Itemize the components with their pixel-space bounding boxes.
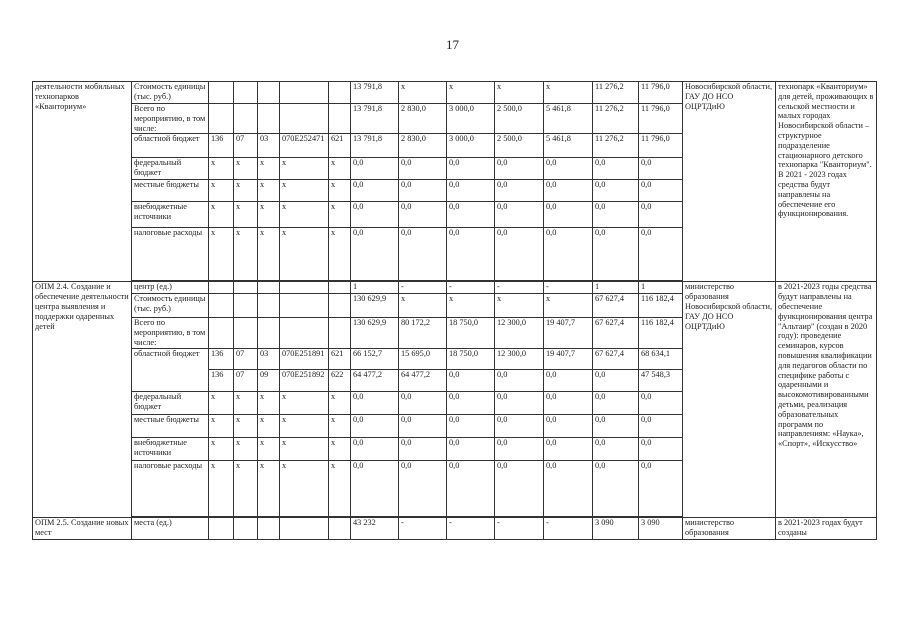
table-cell: 0,0 [544, 228, 593, 281]
table-cell: 11 276,2 [593, 134, 639, 158]
table-cell: х [280, 414, 329, 437]
table-cell: х [209, 228, 234, 281]
table-cell: 116 182,4 [639, 318, 683, 348]
table-cell: 0,0 [447, 228, 495, 281]
table-cell: 0,0 [544, 180, 593, 202]
table-cell [234, 282, 258, 294]
table-cell: 0,0 [399, 391, 447, 414]
table-cell [234, 82, 258, 104]
table-cell: - [399, 282, 447, 294]
table-cell: внебюджетные источники [132, 437, 209, 460]
table-cell [329, 82, 351, 104]
table-cell: х [447, 82, 495, 104]
table-cell: х [280, 202, 329, 228]
table-cell: 0,0 [639, 158, 683, 180]
table-cell: 07 [234, 348, 258, 369]
table-cell: 0,0 [544, 414, 593, 437]
table-cell: х [209, 460, 234, 516]
table-cell: х [258, 180, 280, 202]
table-cell: 0,0 [399, 228, 447, 281]
table-cell: технопарк «Кванториум» для детей, проживающих в сельской местности и малых городах Новосибирской области – структурное подразделение стационарного детского технопарка "Кванториум". В 2021 - 2023 годах средства будут направлены на обеспечение его функционирования. [776, 82, 877, 282]
table-cell [209, 104, 234, 134]
table-cell: Новосибирской области, ГАУ ДО НСО ОЦРТДиЮ [683, 82, 776, 282]
table-cell: 0,0 [351, 180, 399, 202]
table-cell: 3 090 [593, 517, 639, 539]
table-cell: 0,0 [351, 391, 399, 414]
table-cell: 0,0 [495, 414, 544, 437]
table-cell: 0,0 [495, 228, 544, 281]
table-cell: 0,0 [544, 369, 593, 391]
table-cell [234, 318, 258, 348]
table-cell: 622 [329, 369, 351, 391]
table-cell: 2 500,0 [495, 104, 544, 134]
table-cell [280, 517, 329, 539]
table-cell: 0,0 [593, 180, 639, 202]
table-cell [258, 82, 280, 104]
table-cell: х [209, 158, 234, 180]
table-cell: 3 000,0 [447, 134, 495, 158]
table-cell: 68 634,1 [639, 348, 683, 369]
table-cell: министерство образования [683, 517, 776, 539]
table-cell: 0,0 [399, 437, 447, 460]
table-cell: 0,0 [351, 437, 399, 460]
table-cell: 07 [234, 369, 258, 391]
table-cell: 0,0 [639, 460, 683, 516]
table-cell: 2 830,0 [399, 104, 447, 134]
table-cell: 0,0 [593, 437, 639, 460]
table-row [33, 82, 877, 104]
table-cell: 0,0 [495, 158, 544, 180]
table-cell: центр (ед.) [132, 282, 209, 294]
table-cell: 0,0 [399, 158, 447, 180]
table-cell: 0,0 [399, 414, 447, 437]
table-cell: 1 [639, 282, 683, 294]
table-cell: х [495, 294, 544, 318]
table-cell [258, 294, 280, 318]
table-cell: 18 750,0 [447, 318, 495, 348]
table-cell: 66 152,7 [351, 348, 399, 369]
table-cell [258, 517, 280, 539]
table-cell: 0,0 [593, 391, 639, 414]
table-cell: 0,0 [495, 369, 544, 391]
table-cell: 43 232 [351, 517, 399, 539]
table-cell: 18 750,0 [447, 348, 495, 369]
table-cell: 03 [258, 134, 280, 158]
table-cell [209, 294, 234, 318]
table-cell: места (ед.) [132, 517, 209, 539]
table-cell: 64 477,2 [399, 369, 447, 391]
table-row [33, 517, 877, 539]
page-number: 17 [446, 37, 459, 52]
table-cell: 0,0 [639, 414, 683, 437]
table-cell: 0,0 [639, 391, 683, 414]
table-cell: х [258, 158, 280, 180]
table-cell: 0,0 [544, 202, 593, 228]
table-cell: 0,0 [447, 414, 495, 437]
table-cell: х [495, 82, 544, 104]
table-cell: федеральный бюджет [132, 391, 209, 414]
table-cell: 67 627,4 [593, 348, 639, 369]
table-cell: 5 461,8 [544, 104, 593, 134]
table-cell: 621 [329, 134, 351, 158]
table-cell: х [329, 180, 351, 202]
table-cell: 80 172,2 [399, 318, 447, 348]
table-cell: 0,0 [544, 391, 593, 414]
table-cell: 07 [234, 134, 258, 158]
table-cell [209, 517, 234, 539]
table-cell: х [329, 202, 351, 228]
table-cell: х [209, 437, 234, 460]
table-cell: х [329, 391, 351, 414]
table-cell: х [329, 228, 351, 281]
table-cell: 67 627,4 [593, 294, 639, 318]
table-cell: 0,0 [495, 391, 544, 414]
table-cell: 3 090 [639, 517, 683, 539]
table-cell: х [280, 437, 329, 460]
table-cell: 0,0 [495, 180, 544, 202]
table-cell: 0,0 [447, 369, 495, 391]
table-cell: 0,0 [399, 180, 447, 202]
table-cell: х [544, 82, 593, 104]
table-cell: х [234, 437, 258, 460]
table-cell: 12 300,0 [495, 348, 544, 369]
table-cell: х [329, 158, 351, 180]
table-cell: 0,0 [544, 460, 593, 516]
table-cell: 3 000,0 [447, 104, 495, 134]
table-cell [234, 517, 258, 539]
table-cell: 0,0 [447, 202, 495, 228]
table-cell: 0,0 [593, 158, 639, 180]
table-cell: Всего по мероприятию, в том числе: [132, 104, 209, 134]
table-cell: 0,0 [639, 180, 683, 202]
table-cell: 13 791,8 [351, 104, 399, 134]
table-cell: 0,0 [399, 460, 447, 516]
table-cell: в 2021-2023 годы средства будут направлены на обеспечение функционирования центра "Альтаир" (создан в 2020 году): проведение семинаров, курсов повышения квалификации для педагогов области по специфике работы с одаренными и высокомотивированными детьми, реализация образовательных программ по направлениям: «Наука», «Спорт», «Искусство» [776, 282, 877, 517]
table-cell: 070E252471 [280, 134, 329, 158]
table-cell: 116 182,4 [639, 294, 683, 318]
table-cell: 0,0 [593, 414, 639, 437]
table-cell: 03 [258, 348, 280, 369]
table-cell: 0,0 [495, 460, 544, 516]
table-cell [258, 104, 280, 134]
table-cell: х [258, 460, 280, 516]
table-cell [280, 104, 329, 134]
table-cell: 1 [593, 282, 639, 294]
table-cell: 0,0 [351, 414, 399, 437]
table-cell: ОПМ 2.4. Создание и обеспечение деятельности центра выявления и поддержки одаренных детей [33, 282, 132, 517]
table-cell: 2 500,0 [495, 134, 544, 158]
table-cell: 136 [209, 369, 234, 391]
table-cell: 0,0 [399, 202, 447, 228]
table-cell: 0,0 [495, 437, 544, 460]
table-cell: х [234, 158, 258, 180]
table-cell: х [258, 437, 280, 460]
table-cell: х [234, 414, 258, 437]
table-cell: 47 548,3 [639, 369, 683, 391]
table-cell: х [399, 294, 447, 318]
table-cell: х [258, 391, 280, 414]
table-cell: х [447, 294, 495, 318]
table-cell: 136 [209, 348, 234, 369]
table-cell: местные бюджеты [132, 414, 209, 437]
table-cell: 15 695,0 [399, 348, 447, 369]
table-cell: х [258, 202, 280, 228]
table-cell: х [399, 82, 447, 104]
table-cell: - [447, 517, 495, 539]
table-cell: в 2021-2023 годах будут созданы [776, 517, 877, 539]
table-cell: налоговые расходы [132, 228, 209, 281]
table-cell [329, 318, 351, 348]
table-cell [329, 294, 351, 318]
table-cell [234, 294, 258, 318]
table-cell: внебюджетные источники [132, 202, 209, 228]
table-cell [209, 82, 234, 104]
table-cell: Стоимость единицы (тыс. руб.) [132, 294, 209, 318]
table-cell: х [234, 228, 258, 281]
table-cell: 0,0 [593, 460, 639, 516]
table-cell: Всего по мероприятию, в том числе: [132, 318, 209, 348]
table-cell: - [447, 282, 495, 294]
table-cell: 0,0 [544, 158, 593, 180]
table-cell [234, 104, 258, 134]
table-cell: - [399, 517, 447, 539]
table-cell: ОПМ 2.5. Создание новых мест [33, 517, 132, 539]
table-cell: х [258, 228, 280, 281]
budget-table [32, 81, 877, 540]
table-cell: 11 276,2 [593, 104, 639, 134]
table-cell: 67 627,4 [593, 318, 639, 348]
table-cell [329, 517, 351, 539]
table-cell: - [495, 282, 544, 294]
table-cell: 64 477,2 [351, 369, 399, 391]
table-cell: 0,0 [447, 391, 495, 414]
table-cell: 0,0 [351, 158, 399, 180]
table-cell: 19 407,7 [544, 318, 593, 348]
table-cell: 1 [351, 282, 399, 294]
table-cell: х [280, 391, 329, 414]
table-cell: х [280, 228, 329, 281]
table-cell: 12 300,0 [495, 318, 544, 348]
table-cell: 19 407,7 [544, 348, 593, 369]
table-cell [280, 282, 329, 294]
table-cell: - [544, 282, 593, 294]
table-cell: 11 796,0 [639, 104, 683, 134]
table-cell: федеральный бюджет [132, 158, 209, 180]
table-cell: 070E251892 [280, 369, 329, 391]
table-cell: х [280, 180, 329, 202]
table-cell: х [209, 414, 234, 437]
table-cell: 0,0 [447, 437, 495, 460]
table-cell: деятельности мобильных технопарков «Кванториум» [33, 82, 132, 282]
table-cell: х [544, 294, 593, 318]
table-cell: х [234, 202, 258, 228]
table-cell: Стоимость единицы (тыс. руб.) [132, 82, 209, 104]
table-cell: 0,0 [593, 369, 639, 391]
table-cell: областной бюджет [132, 348, 209, 391]
table-cell: х [280, 158, 329, 180]
table-cell [280, 318, 329, 348]
table-cell: 0,0 [639, 437, 683, 460]
table-cell: 11 276,2 [593, 82, 639, 104]
table-cell [209, 318, 234, 348]
table-cell: 0,0 [639, 228, 683, 281]
table-cell: х [280, 460, 329, 516]
table-cell: 11 796,0 [639, 134, 683, 158]
table-cell: 0,0 [447, 158, 495, 180]
table-cell: 0,0 [593, 228, 639, 281]
table-cell: х [234, 391, 258, 414]
table-cell: 0,0 [447, 460, 495, 516]
table-cell: 0,0 [544, 437, 593, 460]
table-cell: 130 629,9 [351, 294, 399, 318]
table-cell: 0,0 [639, 202, 683, 228]
table-cell [258, 282, 280, 294]
table-cell: министерство образования Новосибирской области, ГАУ ДО НСО ОЦРТДиЮ [683, 282, 776, 517]
table-cell: 13 791,8 [351, 82, 399, 104]
table-cell: х [329, 414, 351, 437]
table-cell: местные бюджеты [132, 180, 209, 202]
table-cell [258, 318, 280, 348]
table-row [33, 282, 877, 294]
table-cell [329, 282, 351, 294]
table-cell: 136 [209, 134, 234, 158]
table-cell: 0,0 [593, 202, 639, 228]
table-cell: налоговые расходы [132, 460, 209, 516]
table-cell: 09 [258, 369, 280, 391]
table-cell: 0,0 [351, 228, 399, 281]
table-cell: - [495, 517, 544, 539]
table-cell: 2 830,0 [399, 134, 447, 158]
table-cell: 13 791,8 [351, 134, 399, 158]
table-cell: х [234, 460, 258, 516]
table-cell: 0,0 [351, 460, 399, 516]
table-cell: х [329, 460, 351, 516]
table-cell: 5 461,8 [544, 134, 593, 158]
table-cell: х [209, 202, 234, 228]
table-cell: 0,0 [495, 202, 544, 228]
table-cell: - [544, 517, 593, 539]
table-cell: 11 796,0 [639, 82, 683, 104]
table-cell: х [258, 414, 280, 437]
table-cell: 070E251891 [280, 348, 329, 369]
table-cell: х [209, 180, 234, 202]
table-cell: 621 [329, 348, 351, 369]
table-cell: х [234, 180, 258, 202]
table-cell: 130 629,9 [351, 318, 399, 348]
table-cell [280, 294, 329, 318]
table-cell [280, 82, 329, 104]
table-cell [329, 104, 351, 134]
table-cell: областной бюджет [132, 134, 209, 158]
table-cell [209, 282, 234, 294]
table-cell: х [209, 391, 234, 414]
table-cell: х [329, 437, 351, 460]
table-cell: 0,0 [447, 180, 495, 202]
table-cell: 0,0 [351, 202, 399, 228]
